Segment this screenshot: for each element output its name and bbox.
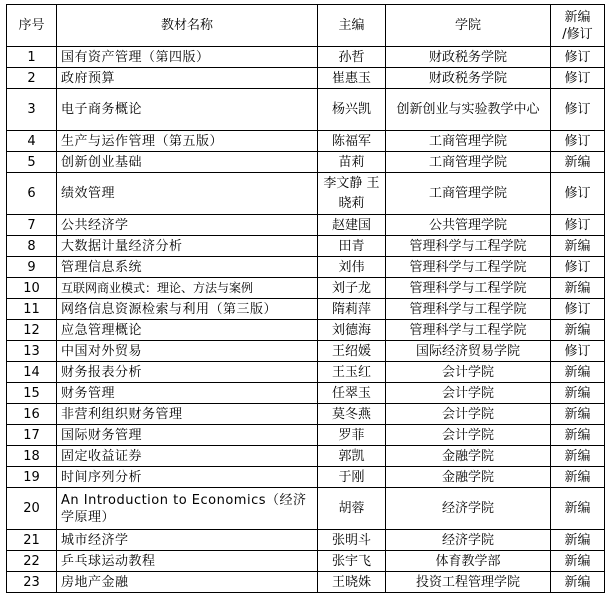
table-row [7,446,605,467]
table-row [7,68,605,89]
table-row [7,236,605,257]
cell-name: 生产与运作管理（第五版） [57,131,318,152]
header-editor: 主编 [318,5,386,47]
table-row [7,47,605,68]
cell-school: 会计学院 [386,404,551,425]
cell-no: 9 [7,257,57,278]
cell-name: 财务管理 [57,383,318,404]
table-row [7,257,605,278]
table-row [7,299,605,320]
table-row [7,320,605,341]
cell-type: 新编 [551,383,605,404]
cell-type: 新编 [551,551,605,572]
cell-no: 8 [7,236,57,257]
table-row [7,152,605,173]
table-row [7,530,605,551]
cell-name: 固定收益证券 [57,446,318,467]
cell-school: 管理科学与工程学院 [386,257,551,278]
cell-type: 修订 [551,341,605,362]
cell-school: 会计学院 [386,425,551,446]
cell-no: 12 [7,320,57,341]
table-row [7,278,605,299]
cell-no: 10 [7,278,57,299]
cell-editor: 崔惠玉 [318,68,386,89]
cell-no: 16 [7,404,57,425]
cell-type: 新编 [551,362,605,383]
cell-editor: 王绍媛 [318,341,386,362]
cell-name: 非营利组织财务管理 [57,404,318,425]
cell-editor: 胡蓉 [318,488,386,530]
cell-editor: 李文静 王晓莉 [318,173,386,215]
cell-editor: 张明斗 [318,530,386,551]
cell-no: 21 [7,530,57,551]
cell-editor: 于刚 [318,467,386,488]
header-type [551,5,605,47]
cell-name: 政府预算 [57,68,318,89]
table-row [7,131,605,152]
cell-no: 5 [7,152,57,173]
cell-no: 7 [7,215,57,236]
cell-school: 创新创业与实验教学中心 [386,89,551,131]
cell-editor: 杨兴凯 [318,89,386,131]
table-row [7,488,605,530]
textbook-table [6,4,605,593]
cell-name: 公共经济学 [57,215,318,236]
cell-name: 时间序列分析 [57,467,318,488]
cell-editor: 隋莉萍 [318,299,386,320]
cell-no: 1 [7,47,57,68]
header-name: 教材名称 [57,5,318,47]
cell-school: 工商管理学院 [386,131,551,152]
cell-name: 互联网商业模式：理论、方法与案例 [57,278,318,299]
cell-no: 2 [7,68,57,89]
header-row [7,5,605,47]
cell-school: 管理科学与工程学院 [386,236,551,257]
cell-type: 新编 [551,236,605,257]
cell-type: 新编 [551,425,605,446]
table-body [7,47,605,593]
cell-name: 网络信息资源检索与利用（第三版） [57,299,318,320]
header-school: 学院 [386,5,551,47]
table-row [7,215,605,236]
cell-type: 新编 [551,572,605,593]
cell-no: 13 [7,341,57,362]
cell-type: 修订 [551,257,605,278]
cell-type: 修订 [551,299,605,320]
cell-school: 公共管理学院 [386,215,551,236]
cell-type: 新编 [551,320,605,341]
cell-name: 国际财务管理 [57,425,318,446]
table-row [7,425,605,446]
table-row [7,341,605,362]
cell-school: 体育教学部 [386,551,551,572]
cell-school: 投资工程管理学院 [386,572,551,593]
cell-no: 23 [7,572,57,593]
cell-school: 财政税务学院 [386,68,551,89]
cell-editor: 苗莉 [318,152,386,173]
cell-school: 工商管理学院 [386,173,551,215]
cell-type: 新编 [551,446,605,467]
header-no: 序号 [7,5,57,47]
cell-editor: 王玉红 [318,362,386,383]
table-row [7,383,605,404]
cell-type: 修订 [551,173,605,215]
cell-name: 大数据计量经济分析 [57,236,318,257]
cell-name: 国有资产管理（第四版） [57,47,318,68]
cell-editor: 刘子龙 [318,278,386,299]
cell-no: 17 [7,425,57,446]
cell-no: 20 [7,488,57,530]
cell-type: 修订 [551,68,605,89]
cell-name: 中国对外贸易 [57,341,318,362]
cell-name: 财务报表分析 [57,362,318,383]
cell-editor: 任翠玉 [318,383,386,404]
cell-name: An Introduction to Economics（经济学原理） [57,488,318,530]
cell-type: 新编 [551,152,605,173]
cell-name: 城市经济学 [57,530,318,551]
cell-school: 金融学院 [386,446,551,467]
cell-no: 6 [7,173,57,215]
cell-type: 修订 [551,215,605,236]
cell-school: 经济学院 [386,530,551,551]
cell-editor: 田青 [318,236,386,257]
cell-no: 22 [7,551,57,572]
table-row [7,404,605,425]
cell-type: 新编 [551,488,605,530]
cell-type: 新编 [551,278,605,299]
cell-school: 工商管理学院 [386,152,551,173]
cell-editor: 刘伟 [318,257,386,278]
cell-name: 电子商务概论 [57,89,318,131]
cell-school: 管理科学与工程学院 [386,278,551,299]
cell-editor: 张宇飞 [318,551,386,572]
cell-editor: 陈福军 [318,131,386,152]
cell-type: 新编 [551,467,605,488]
cell-school: 金融学院 [386,467,551,488]
cell-type: 新编 [551,530,605,551]
cell-no: 14 [7,362,57,383]
cell-editor: 莫冬燕 [318,404,386,425]
cell-editor: 赵建国 [318,215,386,236]
cell-school: 会计学院 [386,383,551,404]
table-row [7,467,605,488]
cell-editor: 刘德海 [318,320,386,341]
cell-school: 会计学院 [386,362,551,383]
cell-no: 19 [7,467,57,488]
cell-name: 乒乓球运动教程 [57,551,318,572]
cell-type: 新编 [551,404,605,425]
cell-name: 应急管理概论 [57,320,318,341]
cell-school: 管理科学与工程学院 [386,299,551,320]
cell-type: 修订 [551,131,605,152]
cell-no: 3 [7,89,57,131]
table-row [7,173,605,215]
table-row [7,89,605,131]
cell-school: 国际经济贸易学院 [386,341,551,362]
header-type-line2: /修订 [562,26,593,42]
table-row [7,572,605,593]
cell-school: 管理科学与工程学院 [386,320,551,341]
cell-editor: 郭凯 [318,446,386,467]
table-row [7,362,605,383]
cell-editor: 罗菲 [318,425,386,446]
cell-school: 财政税务学院 [386,47,551,68]
cell-no: 15 [7,383,57,404]
cell-editor: 孙哲 [318,47,386,68]
cell-editor: 王晓姝 [318,572,386,593]
cell-name: 绩效管理 [57,173,318,215]
cell-type: 修订 [551,47,605,68]
cell-no: 4 [7,131,57,152]
cell-name: 房地产金融 [57,572,318,593]
cell-no: 18 [7,446,57,467]
cell-school: 经济学院 [386,488,551,530]
table-row [7,551,605,572]
cell-name: 创新创业基础 [57,152,318,173]
cell-name: 管理信息系统 [57,257,318,278]
cell-type: 修订 [551,89,605,131]
header-type-line1: 新编 [564,9,591,25]
cell-no: 11 [7,299,57,320]
